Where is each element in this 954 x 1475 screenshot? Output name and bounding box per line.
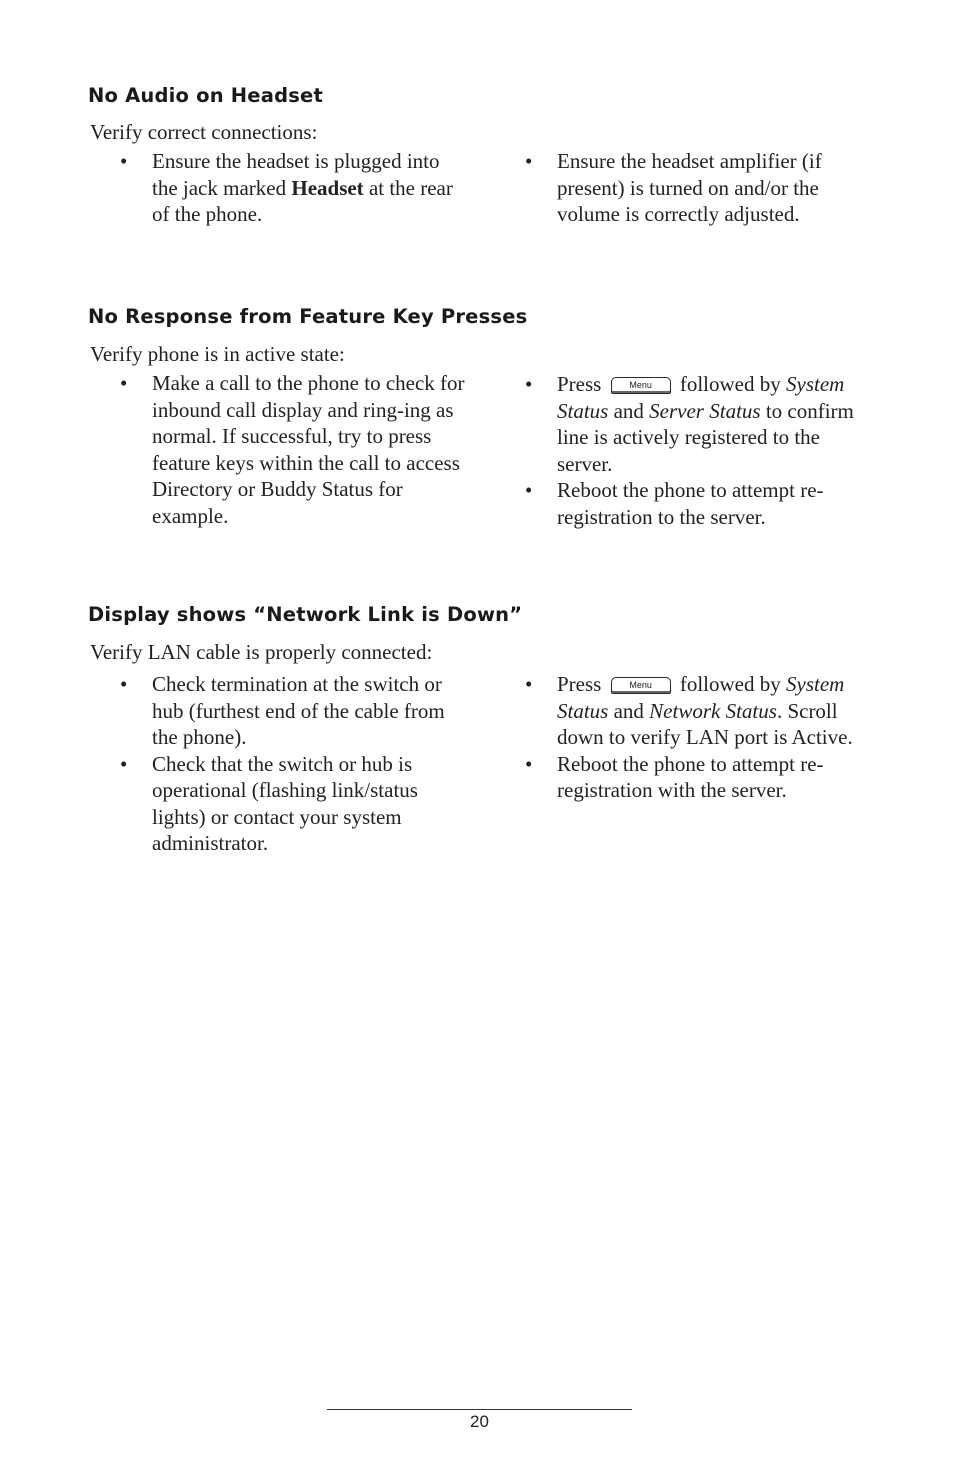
bullet-list-left xyxy=(120,148,470,228)
bullet-glyph: • xyxy=(525,672,533,696)
item-text: Ensure the headset is plugged into the jack marked xyxy=(152,149,440,200)
item-text: to confirm line is actively registered to the server. xyxy=(557,398,854,476)
list-item xyxy=(525,751,875,804)
list-item xyxy=(120,671,470,751)
menu-key-icon: Menu xyxy=(611,677,671,694)
item-text: Press xyxy=(557,372,607,396)
item-text: . Scroll down to verify LAN port is Active. xyxy=(557,698,853,749)
item-text: Press xyxy=(557,672,607,696)
section-intro: Verify phone is in active state: xyxy=(90,342,345,366)
section-heading-no-audio: No Audio on Headset xyxy=(88,84,323,107)
item-bold-text: Headset xyxy=(291,175,364,200)
item-text: at the rear of the phone. xyxy=(152,175,453,226)
item-text: Reboot the phone to attempt re-registration to the server. xyxy=(557,478,824,529)
item-italic-text: Server Status xyxy=(649,398,761,423)
page-number: 20 xyxy=(470,1412,489,1431)
bullet-glyph: • xyxy=(525,751,533,776)
item-text: followed by xyxy=(674,672,786,696)
item-italic-text: System Status xyxy=(557,372,845,423)
item-text: and xyxy=(608,398,650,423)
bullet-list-right xyxy=(525,148,875,228)
item-text: Ensure the headset amplifier (if present) is turned on and/or the volume is correctly adjusted. xyxy=(557,149,822,226)
item-text: Make a call to the phone to check for inbound call display and ring-ing as normal. If successful, try to press feature keys within the call to access Directory or Buddy Status for example. xyxy=(152,371,465,528)
item-italic-text: Network Status xyxy=(649,698,777,723)
bullet-list-right xyxy=(525,371,875,530)
list-item xyxy=(120,370,470,529)
item-text: Reboot the phone to attempt re-registration with the server. xyxy=(557,751,824,802)
menu-key-icon: Menu xyxy=(611,377,671,394)
item-text: Check that the switch or hub is operational (flashing link/status lights) or contact your system administrator. xyxy=(152,751,418,855)
item-text: and xyxy=(608,698,650,723)
item-text: followed by xyxy=(674,372,786,396)
list-item xyxy=(525,148,875,228)
bullet-glyph: • xyxy=(120,672,128,696)
list-item xyxy=(525,477,875,530)
bullet-glyph: • xyxy=(525,149,533,173)
section-intro: Verify correct connections: xyxy=(90,120,318,144)
item-italic-text: System Status xyxy=(557,672,845,723)
list-item xyxy=(120,751,470,857)
bullet-glyph: • xyxy=(525,478,533,502)
section-intro: Verify LAN cable is properly connected: xyxy=(90,640,433,664)
bullet-list-right xyxy=(525,671,875,804)
bullet-glyph: • xyxy=(525,372,533,396)
list-item xyxy=(525,671,875,751)
bullet-list-left xyxy=(120,370,470,529)
bullet-glyph: • xyxy=(120,751,128,776)
footer-rule xyxy=(327,1409,632,1410)
bullet-list-left xyxy=(120,671,470,857)
list-item xyxy=(525,371,875,477)
bullet-glyph: • xyxy=(120,149,128,173)
section-heading-no-response: No Response from Feature Key Presses xyxy=(88,305,528,328)
item-text: Check termination at the switch or hub (furthest end of the cable from the phone). xyxy=(152,672,445,749)
bullet-glyph: • xyxy=(120,371,128,395)
list-item xyxy=(120,148,470,228)
section-heading-network-link-down: Display shows “Network Link is Down” xyxy=(88,603,523,626)
